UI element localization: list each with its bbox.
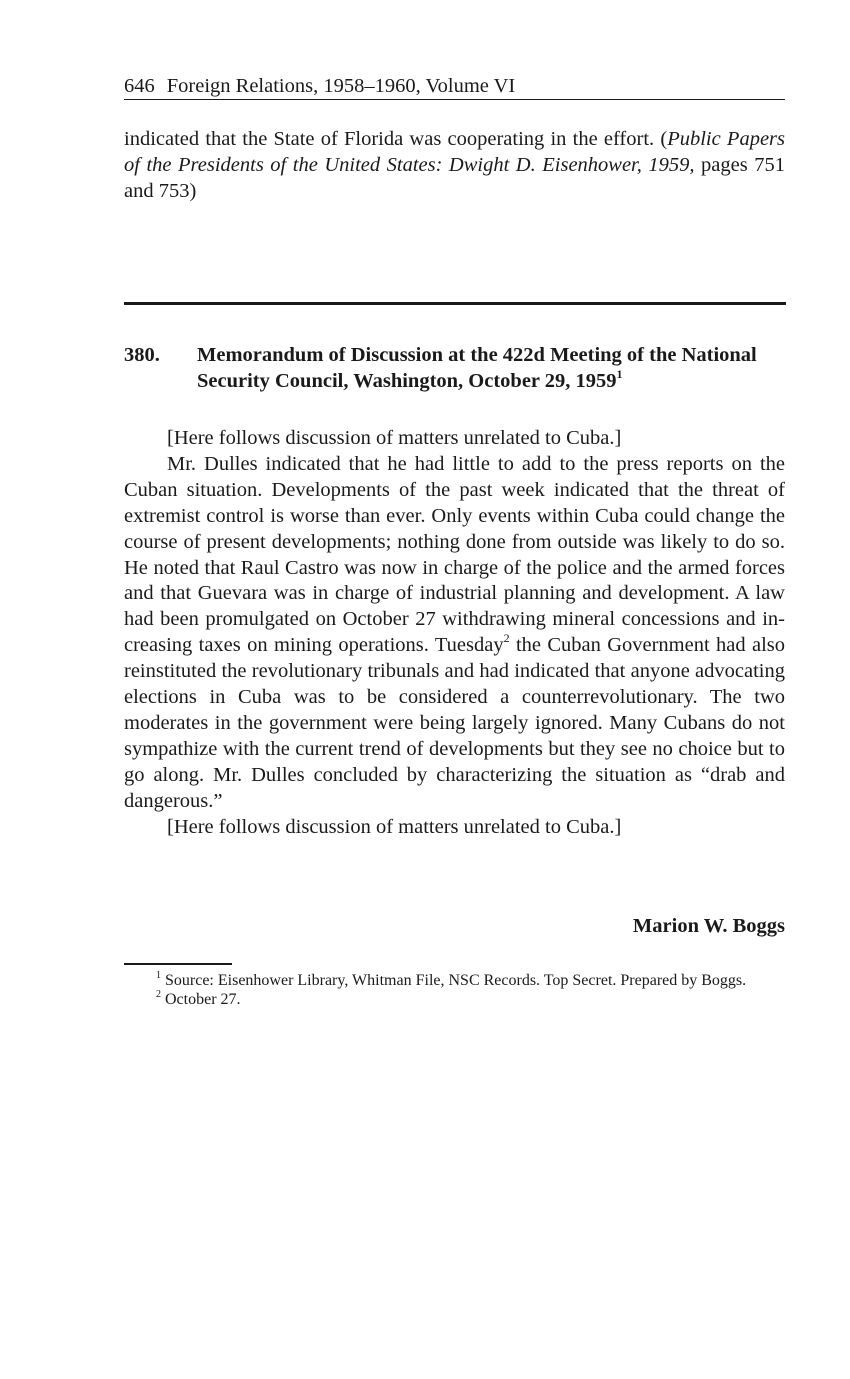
- footnotes: [124, 971, 785, 1009]
- document-heading: [124, 342, 786, 394]
- carryover-pages: pages 751 and 753): [124, 154, 785, 202]
- footnote-text: Source: Eisenhower Library, Whitman File, NSC Records. Top Secret. Prepared by Boggs.: [161, 972, 747, 989]
- document-title: Memorandum of Discussion at the 422d Meeting of the National Security Council, Washington, October 29, 1959: [197, 344, 757, 392]
- paragraph-text-part2: the Cuban Government had also reinstituted the revolutionary tribunals and had indicated that anyone advocating elections in Cuba was to be considered a counterrevolutionary. The two moderates in the government were being largely ignored. Many Cubans do not sympathize with the current trend of developments but they see no choice but to go along. Mr. Dulles concluded by characterizing the situation as “drab and dangerous.”: [124, 634, 785, 812]
- footnote-item: [124, 990, 785, 1009]
- footnote-marker: 1: [156, 969, 161, 981]
- footnote-marker: 2: [156, 988, 161, 1000]
- footnote-text: October 27.: [161, 991, 241, 1008]
- carryover-paragraph: [124, 126, 785, 204]
- footnote-divider: [124, 963, 232, 965]
- page-number: 646: [124, 75, 155, 97]
- editorial-note-bottom: [Here follows discussion of matters unrelated to Cuba.]: [167, 815, 622, 838]
- body-paragraph: [124, 452, 785, 815]
- volume-title: Foreign Relations, 1958–1960, Volume VI: [166, 75, 516, 97]
- document-number: 380.: [124, 344, 160, 366]
- document-body: [124, 426, 785, 841]
- carryover-text: indicated that the State of Florida was cooperating in the effort. (: [124, 128, 668, 150]
- signature: Marion W. Boggs: [632, 915, 785, 937]
- section-divider: [124, 302, 786, 305]
- paragraph-text-part1: Mr. Dulles indicated that he had little to add to the press reports on the Cuban situation. Developments of the past week indicated that the threat of extremist control is worse than ever. Only events within Cuba could change the course of present developments; nothing done from outside was likely to do so. He noted that Raul Castro was now in charge of the police and the armed forces and that Guevara was in charge of industrial planning and development. A law had been promulgated on October 27 withdrawing mineral concessions and increasing taxes on mining operations. Tuesday: [124, 452, 785, 657]
- editorial-note-top: [Here follows discussion of matters unrelated to Cuba.]: [167, 427, 622, 449]
- document-title-block: [197, 342, 786, 394]
- running-header: [124, 74, 785, 100]
- footnote-item: [124, 971, 785, 990]
- carryover-citation: Public Papers of the Presidents of the United States: Dwight D. Eisenhower, 1959,: [124, 128, 785, 176]
- paragraph-footnote-ref: 2: [503, 631, 510, 646]
- title-footnote-ref: 1: [616, 367, 623, 382]
